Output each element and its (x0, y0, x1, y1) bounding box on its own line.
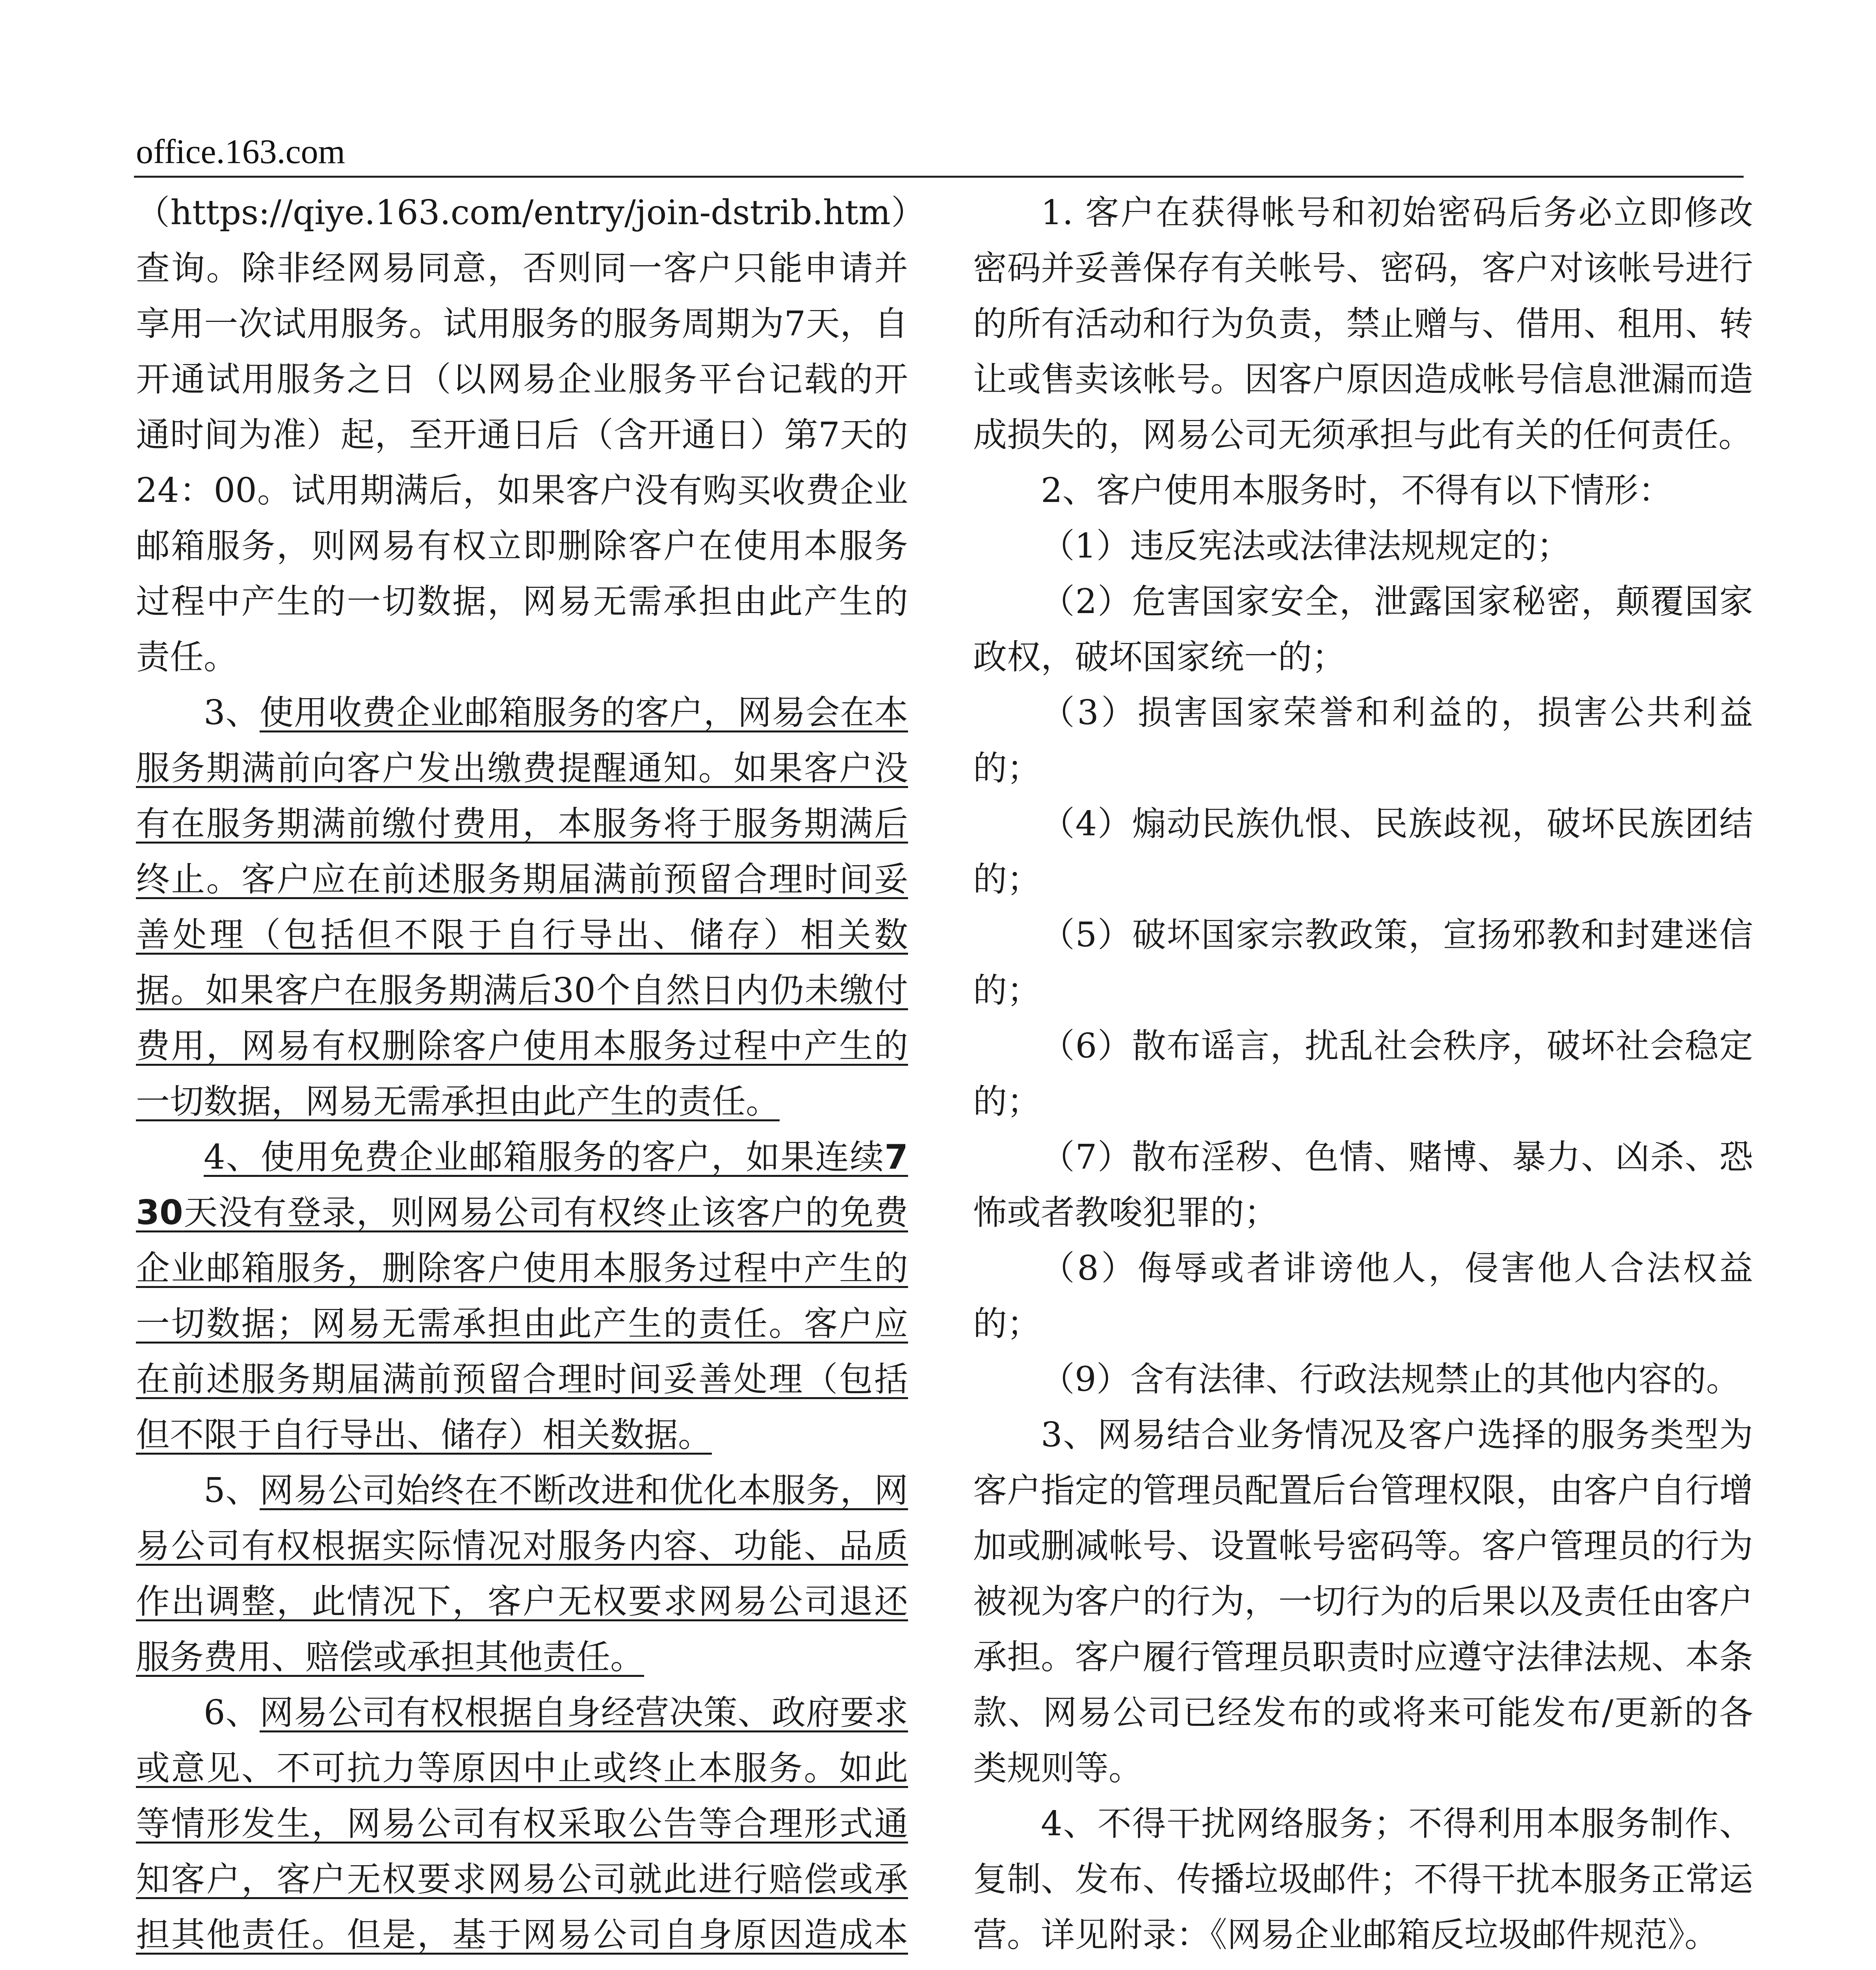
paragraph-admin: 3、网易结合业务情况及客户选择的服务类型为客户指定的管理员配置后台管理权限，由客户自行增加或删减帐号、设置帐号密码等。客户管理员的行为被视为客户的行为，一切行为的后果以及责任由客户承担。客户履行管理员职责时应遵守法律法规、本条款、网易公司已经发布的或将来可能发布/更新的各类规则等。 (973, 1415, 1753, 1788)
list-item: （1）违反宪法或法律法规规定的； (1041, 526, 1571, 566)
paragraph-account: 1. 客户在获得帐号和初始密码后务必立即修改密码并妥善保存有关帐号、密码，客户对该帐号进行的所有活动和行为负责，禁止赠与、借用、租用、转让或售卖该帐号。因客户原因造成帐号信息泄漏而造成损失的，网易公司无须承担与此有关的任何责任。 (973, 193, 1753, 455)
paragraph-paid-service: 3、使用收费企业邮箱服务的客户，网易会在本服务期满前向客户发出缴费提醒通知。如果客户没有在服务期满前缴付费用，本服务将于服务期满后终止。客户应在前述服务期届满前预留合理时间妥善处理（包括但不限于自行导出、储存）相关数据。如果客户在服务期满后30个自然日内仍未缴付费用，网易有权删除客户使用本服务过程中产生的一切数据，网易无需承担由此产生的责任。 (136, 693, 908, 1121)
underlined-text: 使用收费企业邮箱服务的客户，网易会在本服务期满前向客户发出缴费提醒通知。如果客户没有在服务期满前缴付费用，本服务将于服务期满后终止。客户应在前述服务期届满前预留合理时间妥善处理（包括但不限于自行导出、储存）相关数据。如果客户在服务期满后30个自然日内仍未缴付费用，网易有权删除客户使用本服务过程中产生的一切数据，网易无需承担由此产生的责任。 (136, 693, 908, 1121)
paragraph-prohibited: 2、客户使用本服务时，不得有以下情形： (1041, 471, 1672, 510)
paragraph-free-service: 4、使用免费企业邮箱服务的客户，如果连续730天没有登录，则网易公司有权终止该客户的免费企业邮箱服务，删除客户使用本服务过程中产生的一切数据；网易无需承担由此产生的责任。客户应在前述服务期届满前预留合理时间妥善处理（包括但不限于自行导出、储存）相关数据。 (136, 1137, 908, 1455)
header-rule (134, 176, 1744, 178)
paragraph-spam: 4、不得干扰网络服务；不得利用本服务制作、复制、发布、传播垃圾邮件；不得干扰本服务正常运营。详见附录：《网易企业邮箱反垃圾邮件规范》。 (973, 1804, 1753, 1955)
list-item: （5）破坏国家宗教政策，宣扬邪教和封建迷信的； (973, 915, 1753, 1010)
days-number: 730 (136, 1137, 908, 1232)
paragraph-service-termination: 6、网易公司有权根据自身经营决策、政府要求或意见、不可抗力等原因中止或终止本服务。如此等情形发生，网易公司有权采取公告等合理形式通知客户，客户无权要求网易公司就此进行赔偿或承担其他责任。但是，基于网易公司自身原因造成本 (136, 1693, 908, 1955)
list-item: （4）煽动民族仇恨、民族歧视，破坏民族团结的； (973, 804, 1753, 899)
right-column (973, 185, 1753, 1970)
list-item: （3）损害国家荣誉和利益的，损害公共利益的； (973, 693, 1753, 788)
list-item: （9）含有法律、行政法规禁止的其他内容的。 (1041, 1360, 1740, 1399)
paragraph-trial-continued: （https://qiye.163.com/entry/join-dstrib.htm）查询。除非经网易同意，否则同一客户只能申请并享用一次试用服务。试用服务的服务周期为7天，自开通试用服务之日（以网易企业服务平台记载的开通时间为准）起，至开通日后（含开通日）第7天的24：00。试用期满后，如果客户没有购买收费企业邮箱服务，则网易有权立即删除客户在使用本服务过程中产生的一切数据，网易无需承担由此产生的责任。 (136, 193, 908, 677)
left-column (136, 185, 908, 1970)
header-site: office.163.com (136, 133, 345, 171)
list-item: （8）侮辱或者诽谤他人，侵害他人合法权益的； (973, 1249, 1753, 1344)
list-item: （2）危害国家安全，泄露国家秘密，颠覆国家政权，破坏国家统一的； (973, 582, 1753, 677)
list-item: （7）散布淫秽、色情、赌博、暴力、凶杀、恐怖或者教唆犯罪的； (973, 1137, 1753, 1232)
list-item: （6）散布谣言，扰乱社会秩序，破坏社会稳定的； (973, 1026, 1753, 1121)
paragraph-service-improvement: 5、网易公司始终在不断改进和优化本服务，网易公司有权根据实际情况对服务内容、功能、品质作出调整，此情况下，客户无权要求网易公司退还服务费用、赔偿或承担其他责任。 (136, 1471, 908, 1677)
